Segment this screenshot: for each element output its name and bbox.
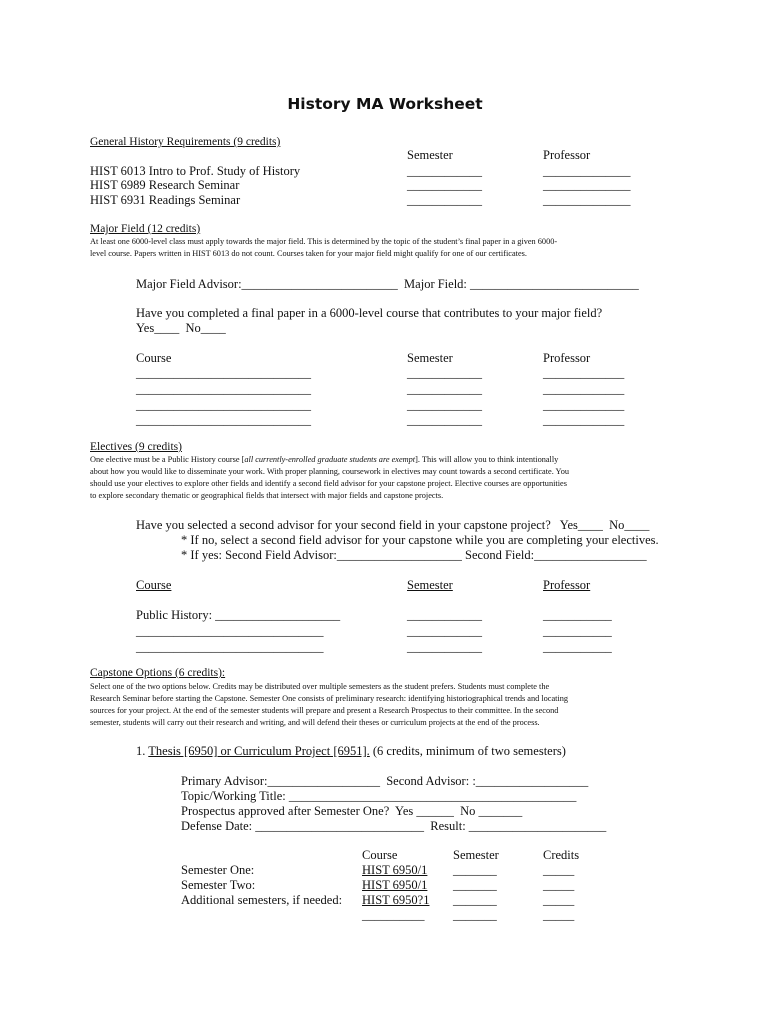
- major-yes-no[interactable]: Yes____ No____: [136, 321, 226, 335]
- electives-professor-field-2[interactable]: ___________: [543, 624, 612, 638]
- electives-desc-line-3: should use your electives to explore other fields and identify a second field advisor for your capstone project. Elective courses are opportunities: [90, 479, 567, 488]
- electives-col-professor: Professor: [543, 578, 591, 592]
- electives-desc-line-1: One elective must be a Public History course [all currently-enrolled graduate students are exempt]. This will allow you to think intentionally: [90, 455, 559, 464]
- capstone-prospectus-line[interactable]: Prospectus approved after Semester One? Yes ______ No _______: [181, 804, 523, 818]
- major-course-field-4[interactable]: ____________________________: [136, 413, 311, 427]
- capstone-desc-line-3: sources for your project. At the end of the semester students will prepare and present a Research Prospectus to their committee. In the second: [90, 706, 559, 715]
- capstone-course-code-1: HIST 6950/1: [362, 863, 428, 877]
- electives-professor-field-1[interactable]: ___________: [543, 608, 612, 622]
- capstone-advisors-line[interactable]: Primary Advisor:__________________ Second Advisor: :__________________: [181, 774, 589, 788]
- capstone-semester-field-3[interactable]: _______: [453, 893, 497, 907]
- general-professor-field-3[interactable]: ______________: [543, 193, 631, 207]
- major-course-field-1[interactable]: ____________________________: [136, 366, 311, 380]
- capstone-course-code-3: HIST 6950?1: [362, 893, 430, 907]
- general-course-2: HIST 6989 Research Seminar: [90, 178, 240, 192]
- capstone-credits-field-1[interactable]: _____: [543, 863, 575, 877]
- major-heading: Major Field (12 credits): [90, 223, 201, 235]
- electives-col-course: Course: [136, 578, 172, 592]
- major-col-professor: Professor: [543, 351, 591, 365]
- electives-if-no: * If no, select a second field advisor for your capstone while you are completing your electives.: [181, 533, 659, 547]
- general-professor-field-2[interactable]: ______________: [543, 178, 631, 192]
- major-semester-field-3[interactable]: ____________: [407, 398, 482, 412]
- capstone-heading: Capstone Options (6 credits):: [90, 667, 226, 679]
- general-semester-field-3[interactable]: ____________: [407, 193, 482, 207]
- electives-desc-line-4: to explore secondary thematic or geographical fields that intersect with major fields and capstone projects.: [90, 491, 444, 500]
- major-semester-field-1[interactable]: ____________: [407, 366, 482, 380]
- electives-semester-field-1[interactable]: ____________: [407, 608, 482, 622]
- major-semester-field-4[interactable]: ____________: [407, 413, 482, 427]
- capstone-desc-line-4: semester, students will carry out their research and writing, and will defend their theses or curriculum projects at the end of the process.: [90, 718, 540, 727]
- major-question: Have you completed a final paper in a 6000-level course that contributes to your major field?: [136, 306, 603, 320]
- major-course-field-2[interactable]: ____________________________: [136, 382, 311, 396]
- general-semester-field-2[interactable]: ____________: [407, 178, 482, 192]
- capstone-semester-field-1[interactable]: _______: [453, 863, 497, 877]
- major-col-semester: Semester: [407, 351, 453, 365]
- electives-if-yes[interactable]: * If yes: Second Field Advisor:____________________ Second Field:__________________: [181, 548, 647, 562]
- general-professor-field-1[interactable]: ______________: [543, 164, 631, 178]
- capstone-desc-line-2: Research Seminar before starting the Capstone. Semester One consists of preliminary research: identifying historiographical trends and locating: [90, 694, 569, 703]
- capstone-credits-field-2[interactable]: _____: [543, 878, 575, 892]
- major-desc-line-2: level course. Papers written in HIST 6013 do not count. Courses taken for your major field might qualify for one of our certificates.: [90, 249, 527, 258]
- capstone-desc-line-1: Select one of the two options below. Credits may be distributed over multiple semesters as the student prefers. Students must complete the: [90, 682, 550, 691]
- general-col-professor: Professor: [543, 148, 591, 162]
- electives-course-field-2[interactable]: ______________________________: [136, 624, 324, 638]
- capstone-row-label-1: Semester One:: [181, 863, 255, 877]
- electives-question[interactable]: Have you selected a second advisor for your second field in your capstone project? Yes____ No____: [136, 518, 650, 532]
- capstone-credits-field-3[interactable]: _____: [543, 893, 575, 907]
- capstone-row-label-3: Additional semesters, if needed:: [181, 893, 343, 907]
- electives-heading: Electives (9 credits): [90, 441, 182, 453]
- major-professor-field-3[interactable]: _____________: [543, 398, 625, 412]
- general-heading: General History Requirements (9 credits): [90, 136, 281, 148]
- major-desc-line-1: At least one 6000-level class must apply towards the major field. This is determined by the topic of the student’s final paper in a given 6000-: [90, 237, 558, 246]
- major-semester-field-2[interactable]: ____________: [407, 382, 482, 396]
- capstone-option-1: 1. Thesis [6950] or Curriculum Project [6951]. (6 credits, minimum of two semesters): [136, 744, 566, 758]
- general-col-semester: Semester: [407, 148, 453, 162]
- major-professor-field-4[interactable]: _____________: [543, 413, 625, 427]
- capstone-col-semester: Semester: [453, 848, 499, 862]
- general-course-3: HIST 6931 Readings Seminar: [90, 193, 241, 207]
- capstone-course-field-4[interactable]: __________: [362, 908, 425, 922]
- major-advisor-line[interactable]: Major Field Advisor:_________________________ Major Field: ___________________________: [136, 277, 639, 291]
- capstone-topic-line[interactable]: Topic/Working Title: ______________________________________________: [181, 789, 577, 803]
- capstone-course-code-2: HIST 6950/1: [362, 878, 428, 892]
- capstone-credits-field-4[interactable]: _____: [543, 908, 575, 922]
- general-course-1: HIST 6013 Intro to Prof. Study of History: [90, 164, 301, 178]
- major-col-course: Course: [136, 351, 172, 365]
- capstone-row-label-2: Semester Two:: [181, 878, 256, 892]
- general-semester-field-1[interactable]: ____________: [407, 164, 482, 178]
- capstone-defense-line[interactable]: Defense Date: ___________________________ Result: ______________________: [181, 819, 607, 833]
- major-course-field-3[interactable]: ____________________________: [136, 398, 311, 412]
- major-professor-field-1[interactable]: _____________: [543, 366, 625, 380]
- electives-semester-field-3[interactable]: ____________: [407, 640, 482, 654]
- capstone-col-credits: Credits: [543, 848, 580, 862]
- electives-desc-line-2: about how you would like to disseminate your work. With proper planning, coursework in electives may count towards a second certificate. You: [90, 467, 570, 476]
- electives-public-history-field[interactable]: Public History: ____________________: [136, 608, 341, 622]
- capstone-semester-field-2[interactable]: _______: [453, 878, 497, 892]
- capstone-col-course: Course: [362, 848, 398, 862]
- electives-course-field-3[interactable]: ______________________________: [136, 640, 324, 654]
- electives-professor-field-3[interactable]: ___________: [543, 640, 612, 654]
- electives-semester-field-2[interactable]: ____________: [407, 624, 482, 638]
- page-title: History MA Worksheet: [287, 95, 483, 113]
- major-professor-field-2[interactable]: _____________: [543, 382, 625, 396]
- electives-col-semester: Semester: [407, 578, 453, 592]
- capstone-semester-field-4[interactable]: _______: [453, 908, 497, 922]
